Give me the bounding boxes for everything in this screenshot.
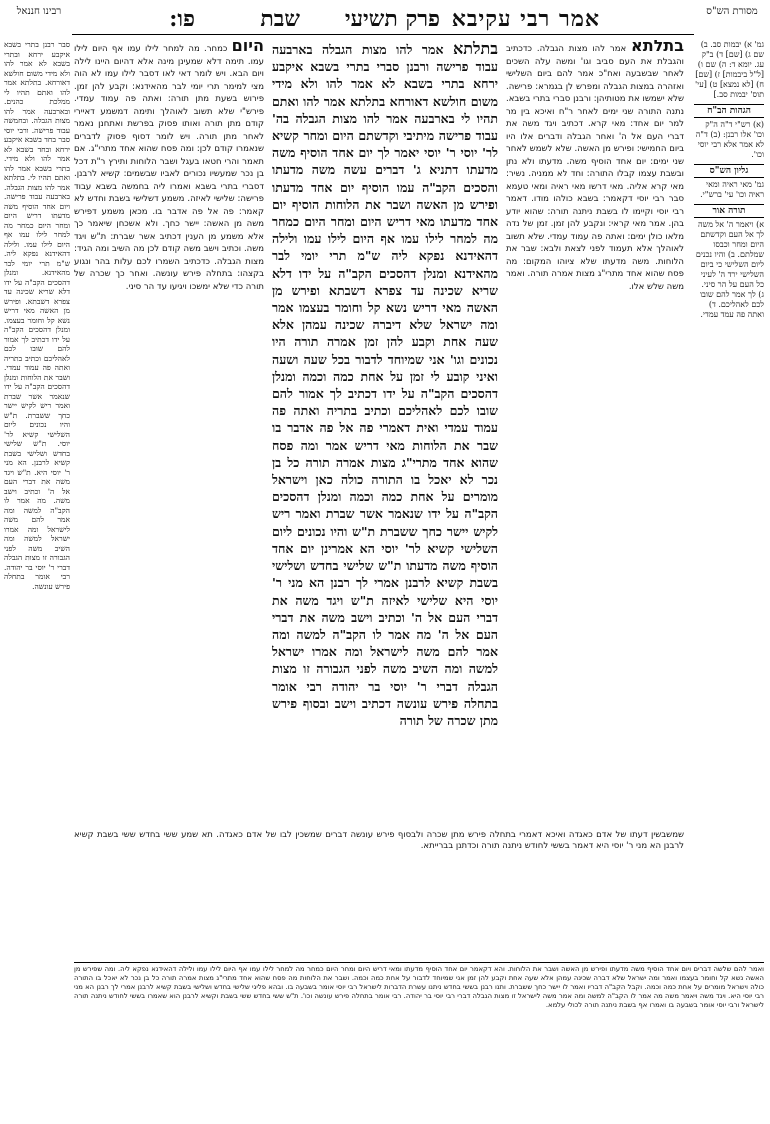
header-rule [72, 34, 694, 35]
gemara-text-block [272, 40, 498, 840]
header-masoret-label: מסורת הש"ס [706, 6, 758, 17]
rashi-lead-word: בתלתא [631, 40, 684, 55]
tosafot-text: כמחר. מה למחר לילו עמו אף היום לילו עמו. תימה דלא שמעינן מינה אלא דהיום היינו לילה ויום הבא. ויש לומר דאי לאו דסבר לילו עמו לא הוה מצי למימר תרי יומי לבר מהאידנא: וקבע להן זמן. פירוש בשעת מתן תורה: ואתה פה עמוד עמדי. פירש"י שלא תשוב לאוהלך ותימה דמשמע דאיירי קודם מתן תורה ואותו פסוק בפרשת ואתחנן נאמר לאחר מתן תורה. ויש לומר דסוף פסוק לדברים שנאמרו קודם לכן: ומה פסח שהוא אחד מתרי"ג. אם תאמר והרי חטאו בעגל ושבר הלוחות ותירץ ר"ת דכל בן נכר שמעשיו נכורים לאביו שבשמים: קשיא לרבנן. דסברי בתרי בשבא ואמרו ליה בחמשה בשבא עבוד פרישה: שלישי לאיזה. משמע דשלישי בשבת וחדש לא קאמר: פה אל פה אדבר בו. מכאן משמע דפירש משה מן האשה: יישר כחך. ולא אשכחן שיאמר כך אלא משמע מן הענין דכתיב אשר שברת: ת"ש ויגד משה. וכתיב וישב משה קודם לכן מה השיב ומה הגיד: מצות הגבלה. כדכתיב השמרו לכם עלות בהר ונגוע בקצהו: בתחלה פירש עונשה. ואחר כך שכרה של תורה כדי שלא ימשכו ויגיעו עד הר סיני. [74, 44, 264, 292]
rashi-text: אמר להו מצות הגבלה. כדכתיב והגבלת את העם סביב וגו' ומשה עלה השכים לאחר שבשבעה ואח"כ אמר להם ביום השלישי ואזהרה במצות הגבלה ומפרש לן בגמרא: פרישה. שלא ישמשו את מטותיהן: ורבנן סברי בתרי בשבא. נתנה התורה שני ימים לאחר ר"ח ואיכא בין מר למר יום אחד: מאי קרא. דכתיב ויגד משה את דברי העם אל ה' ואחר הגבלה ודברים אלו היו ביום החמישי: ופירש מן האשה. שלא לשמש לאחר שני ימים: יום אחד הוסיף משה. מדעתו ולא נתן ובשבת עצמו קבלו התורה: וחד לא ממניה. נשיר: מאי קרא אליה. מאי דרשו מאי ראיה ומאי טעמא סבר רבי יוסי דקאמר: בשבא כולהו מודו. דאמר רבי יוסי וקיימו לו בשבת ניתנה תורה: שהוא יודע בהן. אמר מאי קראי: ונקבע להן זמן. זמן של נדה מלאו כולן ימים: ואתה פה עמוד עמדי. שלא תשוב לאוהלך אלא תעמוד לפני לצאת ולבא: שבר את הלוחות. משה מדעתו שלא ציוהו המקום: מה פסח שהוא אחד מתרי"ג מצות אמרה תורה. ואמר משה שלש אלו. [506, 44, 684, 292]
gemara-text: אמר להו מצות הגבלה בארבעה עבוד פרישה ורבנן סברי בתרי בשבא איקבע ירחא בתרי בשבא לא אמר להו ולא מידי משום חולשא דאורחא בתלתא אמר להו ואתם תהיו לי בארבעה אמר להו מצות הגבלה בה' עבוד פרישה מיתיבי וקדשתם היום ומחר קשיא לר' יוסי ר' יוסי יאמר לך יום אחד הוסיף משה מדעתו דתניא ג' דברים עשה משה מדעתו והסכים הקב"ה עמו הוסיף יום אחד מדעתו ופירש מן האשה ושבר את הלוחות הוסיף יום אחד מדעתו מאי דריש היום ומחר היום כמחר מה למחר לילו עמו אף היום לילו עמו ולילה דהאידנא נפקא ליה ש"מ תרי יומי לבר מהאידנא ומנלן דהסכים הקב"ה על ידו דלא שריא שכינה עד צפרא דשבתא ופירש מן האשה מאי דריש נשא קל וחומר בעצמו אמר ומה ישראל שלא דיברה שכינה עמהן אלא שעה אחת וקבע להן זמן אמרה תורה היו נכונים וגו' אני שמיוחד לדבור בכל שעה ושעה ואיני קובע לי זמן על אחת כמה וכמה ומנלן דהסכים הקב"ה על ידו דכתיב לך אמור להם שובו לכם לאהליכם וכתיב בתריה ואתה פה עמוד עמדי ואית דאמרי פה אל פה אדבר בו שבר את הלוחות מאי דריש אמר ומה פסח שהוא אחד מתרי"ג מצות אמרה תורה כל בן נכר לא יאכל בו התורה כולה כאן וישראל מומרים על אחת כמה וכמה ומנלן דהסכים הקב"ה על ידו שנאמר אשר שברת ואמר ריש לקיש יישר כחך ששברת ת"ש והיו נכונים ליום השלישי קשיא לר' יוסי הא אמרינן יום אחד הוסיף משה מדעתו ת"ש שלישי בחדש ושלישי בשבת קשיא לרבנן אמרי לך רבנן הא מני ר' יוסי היא שלישי לאיזה ת"ש ויגד משה את דברי העם אל ה' וכתיב וישב משה את דברי העם אל ה' מה אמר לו הקב"ה למשה ומה אמר להם משה לישראל ומה אמרו ישראל למשה ומה השיב משה לפני הגבורה זו מצות הגבלה דברי ר' יוסי בר יהודה רבי אומר בתחלה פירש עונשה דכתיב וישב ובסוף פירש מתן שכרה של תורה [272, 42, 498, 728]
gilyon-text: גמ' מאי ראיה ומאי ראיה וכו' עי' ברש"י. [700, 180, 764, 199]
torah-or-text: א) ויאמר ה' אל משה לך אל העם וקדשתם היום ומחר וכבסו שמלתם. ב) והיו נכנים ליום השלישי כי ביום השלישי ירד ה' לעיני כל העם על הר סיני. ג) לך אמר להם שובו לכם לאהליכם. ד) ואתה פה עמד עמדי. [695, 220, 764, 319]
hagahot-text: (א) רש"י ד"ה ה"ק וכו' אלו רבנן: (ב) ד"ה לא אמר אלא רבי יוסי וכו'. [695, 120, 764, 159]
footer-commentary: ואמר להם שלשה דברים ויום אחד הוסיף משה מדעתו ופירש מן האשה ושבר את הלוחות. והא דקאמר יום אחד הוסיף מדעתו ומאי דריש היום ומחר היום כמחר מה למחר לילו עמו אף היום לילו עמו ולילה דהאידנא נפקא ליה. ומה שפירש מן האשה נשא קל וחומר בעצמו ואמר ומה ישראל שלא דברה שכינה עמהן אלא שעה אחת וקבע להן זמן אני שמיוחד לדבור על אחת כמה וכמה. ושבר את הלוחות מה פסח שהוא אחד מתרי"ג מצות אמרה תורה כל בן נכר לא יאכל בו התורה כולה וישראל מומרים על אחת כמה וכמה. וקבל הקב"ה דבריו ואמר לו יישר כחך ששברת. ותנו רבנן בששי בחדש ניתנו עשרת הדברות לישראל רבי יוסי אומר בשבעה בו. ובהא פליגי שלישי בחדש ושלישי בשבת קשיא לרבנן אמרי לך רבנן הא מני רבי יוסי היא. ויגד משה ויאמר משה מה אמר לו הקב"ה למשה ומה אמר משה לישראל זו מצות הגבלה דברי רבי יוסי בר יהודה. רבי אומר בתחלה פירש עונשה וכו'. ת"ש ששי בחדש ששי בשבת וקשיא לרבנן הוא שאמרו בששי לחודש ניתנה תורה לישראל ורבי יוסי אומר בשבעה בו ואמרו אף בשבת ניתנה תורה לכולי עלמא. [74, 965, 764, 1009]
header-folio: פו: [169, 6, 195, 32]
footer-rule [74, 962, 764, 963]
rashi-commentary [506, 40, 684, 860]
bottom-commentary: שמשבשין דעתו של אדם כאגדה ואיכא דאמרי בתחלה פירש מתן שכרה ולבסוף פירש עונשה דברים שמשכין לבו של אדם כאגדה. תא שמע ששי בחדש ששי בשבת קשיא לרבנן הא מני ר' יוסי היא דאמר בששי לחודש ניתנה תורה וכדתנן בברייתא. [74, 830, 684, 851]
masoret-hashas-text: גמ' א) יבמות סב. ב) שם ג) [שם] ד) ב"ק עג. יומא ד: ה) שם ו) [ל"ל ביבמות] ז) [שם] ח) [לא נמצא] ט) [עי' תוס' יבמות סב.] [694, 40, 764, 99]
header-chapter-name: אמר רבי עקיבא [451, 6, 600, 32]
torah-or-title: תורה אור [694, 204, 764, 218]
tosafot-commentary [74, 40, 264, 860]
tosafot-lead-word: היום [231, 40, 264, 55]
header-rabbeinu-chananel-label: רבינו חננאל [16, 6, 62, 17]
rabbeinu-chananel-text: סבר רבנן בתרי בשבא איקבע ירחא ובתרי בשבא לא אמר להו ולא מידי משום חולשא דאורחא. בתלתא אמר להו ואתם תהיו לי ממלכת כהנים. ובארבעה אמר להו מצות הגבלה. ובחמשה עבוד פרישה. ורבי יוסי סבר בחד בשבא איקבע ירחא ובחד בשבא לא אמר להו ולא מידי. בתרי בשבא אמר להו ואתם תהיו לי. בתלתא אמר להו מצות הגבלה. בארבעה עבוד פרישה. ויום אחד הוסיף משה מדעתו דריש היום ומחר היום כמחר מה למחר לילו עמו אף היום לילו עמו. ולילה דהאידנא נפקא ליה. ש"מ תרי יומי לבר מהאידנא. ומנלן דהסכים הקב"ה על ידו דלא שריא שכינה עד צפרא דשבתא. ופירש מן האשה מאי דריש נשא קל וחומר בעצמו. ומנלן דהסכים הקב"ה על ידו דכתיב לך אמור להם שובו לכם לאהליכם וכתיב בתריה ואתה פה עמוד עמדי. ושבר את הלוחות ומנלן דהסכים הקב"ה על ידו שנאמר אשר שברת ואמר ריש לקיש יישר כחך ששברת. ת"ש והיו נכונים ליום השלישי קשיא לר' יוסי. ת"ש שלישי בחדש ושלישי בשבת קשיא לרבנן. הא מני ר' יוסי היא. ת"ש ויגד משה את דברי העם אל ה' וכתיב וישב משה. מה אמר לו הקב"ה למשה ומה אמר להם משה לישראל ומה אמרו ישראל למשה ומה השיב משה לפני הגבורה זו מצות הגבלה דברי ר' יוסי בר יהודה. רבי אומר בתחלה פירש עונשה. [4, 40, 70, 591]
page-header [0, 6, 770, 34]
gilyon-title: גליון הש"ס [694, 164, 764, 178]
header-chapter-number: פרק תשיעי [344, 6, 440, 32]
right-margin-notes [694, 40, 764, 780]
hagahot-title: הגהות הב"ח [694, 104, 764, 118]
header-tractate: שבת [260, 6, 300, 32]
gemara-lead-word: בתלתא [453, 40, 498, 58]
